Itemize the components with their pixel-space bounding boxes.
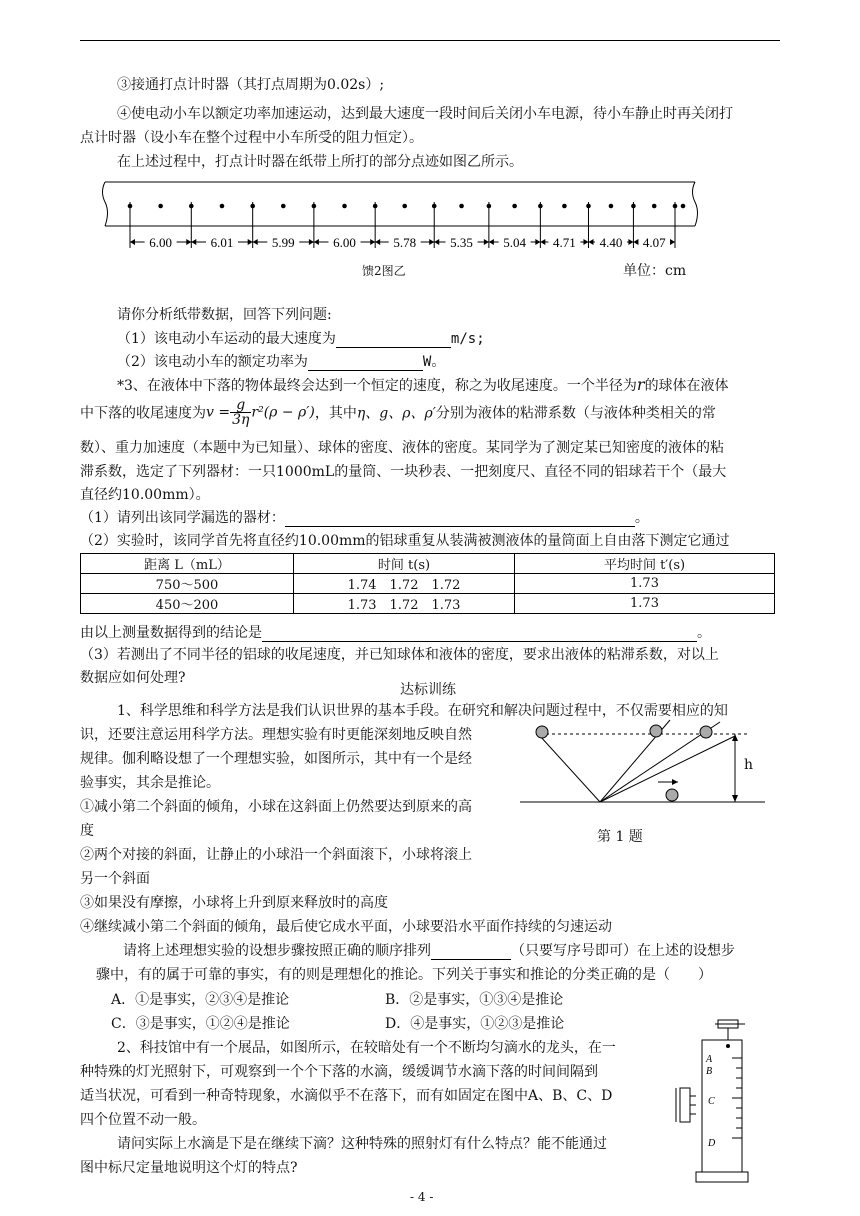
tape-dot	[158, 204, 163, 209]
problem-3-q2: （2）实验时，该同学首先将直径约10.00mm的铝球重复从装满被测液体的量筒面上自由落下测定它通过	[80, 533, 730, 549]
section-title: 达标训练	[400, 682, 456, 698]
table-row	[81, 574, 775, 594]
problem-3-q3: （3）若测出了不同半径的铝球的收尾速度，并已知球体和液体的密度，要求出液体的粘滞系数，对以上	[80, 647, 719, 663]
task-1-line4: 验事实，其余是推论。	[80, 775, 220, 791]
table-cell: 450～200	[81, 594, 294, 614]
step-4: ④使电动小车以额定功率加速运动，达到最大速度一段时间后关闭小车电源，待小车静止时再关闭打	[117, 106, 733, 122]
tape-dot	[609, 204, 614, 209]
tape-arrowhead	[314, 239, 319, 245]
tape-dot	[512, 204, 517, 209]
problem-3-line1: *3、在液体中下落的物体最终会达到一个恒定的速度，称之为收尾速度。一个半径为r的球体在液体	[117, 375, 729, 394]
task-1-instruction-cont: 骤中，有的属于可靠的事实，有的则是理想化的推论。下列关于事实和推论的分类正确的是（ ）	[96, 967, 712, 983]
tape-dot	[281, 204, 286, 209]
problem-3-conclusion: 由以上测量数据得到的结论是 。	[80, 625, 711, 641]
option-d[interactable]: D．④是事实，①②③是推论	[385, 1016, 565, 1032]
tape-segment-label: 4.71	[553, 235, 576, 250]
tape-intro: 在上述过程中，打点计时器在纸带上所打的部分点迹如图乙所示。	[117, 154, 523, 170]
formula-lhs: v =	[206, 404, 231, 421]
answer-blank-2[interactable]	[308, 354, 423, 371]
table-header: 平均时间 t′(s)	[515, 554, 775, 574]
problem-3-q2-cont	[80, 537, 84, 553]
task-1-item2-cont: 另一个斜面	[80, 871, 150, 887]
table-cell: 1.73	[515, 594, 775, 614]
task-1-item1-cont: 度	[80, 823, 94, 839]
formula-fraction: $\frac{g}{3\eta}$	[232, 397, 250, 428]
drop-label-d: D	[708, 1138, 716, 1149]
tape-arrowhead	[434, 239, 439, 245]
task-1-item2: ②两个对接的斜面，让静止的小球沿一个斜面滚下，小球将滚上	[80, 847, 472, 863]
question-intro: 请你分析纸带数据，回答下列问题:	[117, 307, 332, 323]
tape-arrowhead	[375, 239, 380, 245]
tape-arrowhead	[628, 239, 633, 245]
tape-dot	[459, 204, 464, 209]
problem-3-formula-line: 中下落的收尾速度为v = $\frac{g}{3\eta}$ r²(ρ − ρ′)，其中η、g、ρ、ρ′分别为液体的粘滞系数（与液体种类相关的常	[80, 397, 716, 428]
question-1: （1）该电动小车运动的最大速度为 m/s;	[117, 331, 485, 347]
answer-blank-5[interactable]	[431, 943, 511, 960]
tape-dot	[681, 204, 686, 209]
page-number: - 4 -	[410, 1190, 434, 1204]
tape-segment-label: 5.04	[503, 235, 526, 250]
task-1-item3: ③如果没有摩擦，小球将上升到原来释放时的高度	[80, 895, 388, 911]
tape-dot	[342, 204, 347, 209]
tape-dot	[402, 204, 407, 209]
task-2-line5: 请问实际上水滴是下是在继续下滴？这种特殊的照射灯有什么特点？能不能通过	[117, 1136, 607, 1152]
answer-blank-3[interactable]	[285, 510, 635, 527]
tape-dot	[562, 204, 567, 209]
drop-label-a: A	[706, 1054, 713, 1065]
table-header: 距离 L（mL）	[81, 554, 294, 574]
answer-blank-1[interactable]	[336, 331, 451, 348]
height-label: h	[744, 757, 754, 773]
tape-segment-label: 5.78	[393, 235, 417, 250]
table-row	[81, 594, 775, 614]
task-1-instruction: 请将上述理想实验的设想步骤按照正确的顺序排列 （只要写序号即可）在上述的设想步	[123, 943, 735, 959]
option-c[interactable]: C．③是事实，①②④是推论	[111, 1016, 290, 1032]
option-a[interactable]: A．①是事实，②③④是推论	[111, 992, 290, 1008]
problem-3-line3: 数）、重力加速度（本题中为已知量）、球体的密度、液体的密度。某同学为了测定某已知密度的液体的粘	[80, 440, 724, 456]
task-2-line3: 适当状况，可看到一种奇特现象，水滴似乎不在落下，而有如固定在图中A、B、C、D	[80, 1088, 613, 1104]
tape-arrowhead	[484, 239, 489, 245]
drop-label-c: C	[708, 1096, 715, 1107]
task-1-line1: 1、科学思维和科学方法是我们认识世界的基本手段。在研究和解决问题过程中，不仅需要相应的知	[117, 703, 728, 719]
tape-arrowhead	[583, 239, 588, 245]
problem-3-line5: 直径约10.00mm）。	[80, 487, 210, 503]
tape-arrowhead	[248, 239, 253, 245]
option-b[interactable]: B．②是事实，①③④是推论	[385, 992, 564, 1008]
task-2-line4: 四个位置不动一般。	[80, 1112, 206, 1128]
problem-3-q3-cont: 数据应如何处理?	[80, 670, 186, 686]
problem-3-q1: （1）请列出该同学漏选的器材： 。	[80, 510, 649, 526]
problem-3-line4: 滞系数，选定了下列器材：一只1000mL的量筒、一块秒表、一把刻度尺、直径不同的铝球若干个（最大	[80, 464, 727, 480]
tape-arrowhead	[253, 239, 258, 245]
table-cell: 1.73 1.72 1.73	[294, 594, 515, 614]
tape-dot	[220, 204, 225, 209]
table-cell: 1.74 1.72 1.72	[294, 574, 515, 594]
tape-segment-label: 5.35	[450, 235, 473, 250]
table-header-row	[81, 554, 775, 574]
table-cell: 1.73	[515, 574, 775, 594]
task-2-line6: 图中标尺定量地说明这个灯的特点?	[80, 1160, 298, 1176]
tape-segment-label: 6.01	[210, 235, 234, 250]
task-1-line2: 识，还要注意运用科学方法。理想实验有时更能深刻地反映自然	[80, 727, 472, 743]
step-4-cont: 点计时器（设小车在整个过程中小车所受的阻力恒定）。	[80, 130, 423, 146]
figure-1-caption: 第 1 题	[597, 829, 643, 845]
tape-arrowhead	[588, 239, 593, 245]
tape-arrowhead	[429, 239, 434, 245]
task-2-line2: 种特殊的灯光照射下，可观察到一个个下落的水滴，缓缓调节水滴下落的时间间隔到	[80, 1064, 598, 1080]
task-1-item4: ④继续减小第二个斜面的倾角，最后使它成水平面，小球要沿水平面作持续的匀速运动	[80, 919, 612, 935]
question-2: （2）该电动小车的额定功率为 W。	[117, 354, 446, 370]
tape-unit: 单位：cm	[623, 263, 687, 279]
header-rule	[80, 40, 780, 41]
tape-arrowhead	[309, 239, 314, 245]
table-cell: 750～500	[81, 574, 294, 594]
tape-segment-label: 4.40	[599, 235, 623, 250]
tape-arrowhead	[535, 239, 540, 245]
answer-blank-4[interactable]	[262, 625, 697, 642]
tape-arrowhead	[186, 239, 191, 245]
faucet-cylinder-figure	[670, 1018, 770, 1186]
galileo-ramps-figure	[520, 716, 770, 816]
tape-segment-label: 5.99	[271, 235, 295, 250]
timing-table	[80, 553, 775, 614]
tape-segment-label: 6.00	[149, 235, 173, 250]
tape-segment-label: 6.00	[333, 235, 356, 250]
drop-label-b: B	[706, 1066, 713, 1077]
tape-arrowhead	[489, 239, 494, 245]
tape-segment-label: 4.07	[642, 235, 666, 250]
tape-arrowhead	[370, 239, 375, 245]
task-1-line3: 规律。伽利略设想了一个理想实验，如图所示，其中有一个是经	[80, 751, 472, 767]
task-2-line1: 2、科技馆中有一个展品，如图所示，在较暗处有一个不断均匀滴水的龙头，在一	[117, 1040, 616, 1056]
tape-caption: 馈2图乙	[362, 264, 406, 278]
tape-arrowhead	[633, 239, 638, 245]
tape-dot	[652, 204, 657, 209]
tape-arrowhead	[191, 239, 196, 245]
table-header: 时间 t(s)	[294, 554, 515, 574]
tape-arrowhead	[670, 239, 675, 245]
step-3: ③接通打点计时器（其打点周期为0.02s）;	[117, 77, 385, 93]
tape-arrowhead	[540, 239, 545, 245]
task-1-item1: ①减小第二个斜面的倾角，小球在这斜面上仍然要达到原来的高	[80, 799, 472, 815]
tape-arrowhead	[130, 239, 135, 245]
